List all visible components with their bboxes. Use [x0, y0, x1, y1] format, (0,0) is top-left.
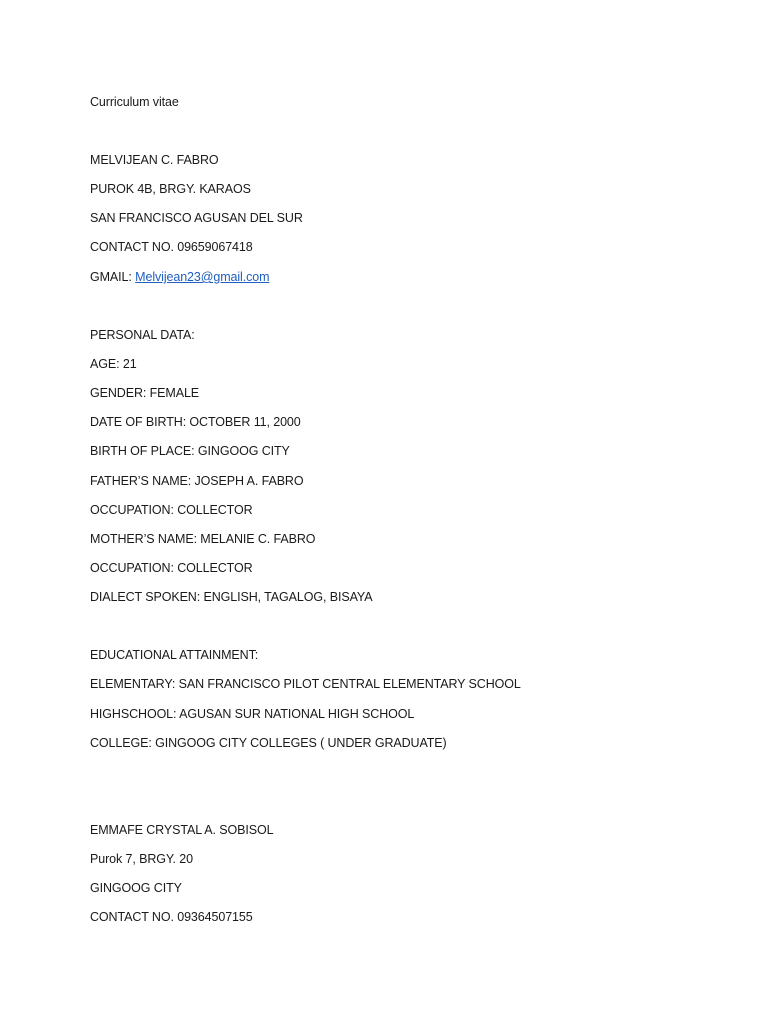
applicant-address-line1: PUROK 4B, BRGY. KARAOS [90, 182, 251, 196]
personal-father-occupation: OCCUPATION: COLLECTOR [90, 503, 253, 517]
applicant-address-line2: SAN FRANCISCO AGUSAN DEL SUR [90, 211, 303, 225]
personal-birth-place: BIRTH OF PLACE: GINGOOG CITY [90, 444, 290, 458]
education-college: COLLEGE: GINGOOG CITY COLLEGES ( UNDER GRADUATE) [90, 736, 447, 750]
applicant-contact: CONTACT NO. 09659067418 [90, 240, 253, 254]
education-heading: EDUCATIONAL ATTAINMENT: [90, 648, 259, 662]
reference-address-line2: GINGOOG CITY [90, 881, 182, 895]
education-highschool: HIGHSCHOOL: AGUSAN SUR NATIONAL HIGH SCHOOL [90, 707, 415, 721]
personal-gender: GENDER: FEMALE [90, 386, 200, 400]
document-title: Curriculum vitae [90, 95, 179, 109]
personal-data-heading: PERSONAL DATA: [90, 328, 195, 342]
gmail-label: GMAIL: [90, 270, 136, 284]
applicant-name: MELVIJEAN C. FABRO [90, 153, 219, 167]
personal-age: AGE: 21 [90, 357, 137, 371]
personal-date-of-birth: DATE OF BIRTH: OCTOBER 11, 2000 [90, 415, 301, 429]
reference-contact: CONTACT NO. 09364507155 [90, 910, 253, 924]
reference-name: EMMAFE CRYSTAL A. SOBISOL [90, 823, 274, 837]
applicant-gmail [90, 269, 269, 285]
reference-address-line1: Purok 7, BRGY. 20 [90, 852, 193, 866]
personal-father-name: FATHER’S NAME: JOSEPH A. FABRO [90, 474, 304, 488]
personal-dialect: DIALECT SPOKEN: ENGLISH, TAGALOG, BISAYA [90, 590, 373, 604]
education-elementary: ELEMENTARY: SAN FRANCISCO PILOT CENTRAL ELEMENTARY SCHOOL [90, 677, 521, 691]
personal-mother-occupation: OCCUPATION: COLLECTOR [90, 561, 253, 575]
gmail-link[interactable]: Melvijean23@gmail.com [135, 270, 270, 284]
personal-mother-name: MOTHER’S NAME: MELANIE C. FABRO [90, 532, 316, 546]
